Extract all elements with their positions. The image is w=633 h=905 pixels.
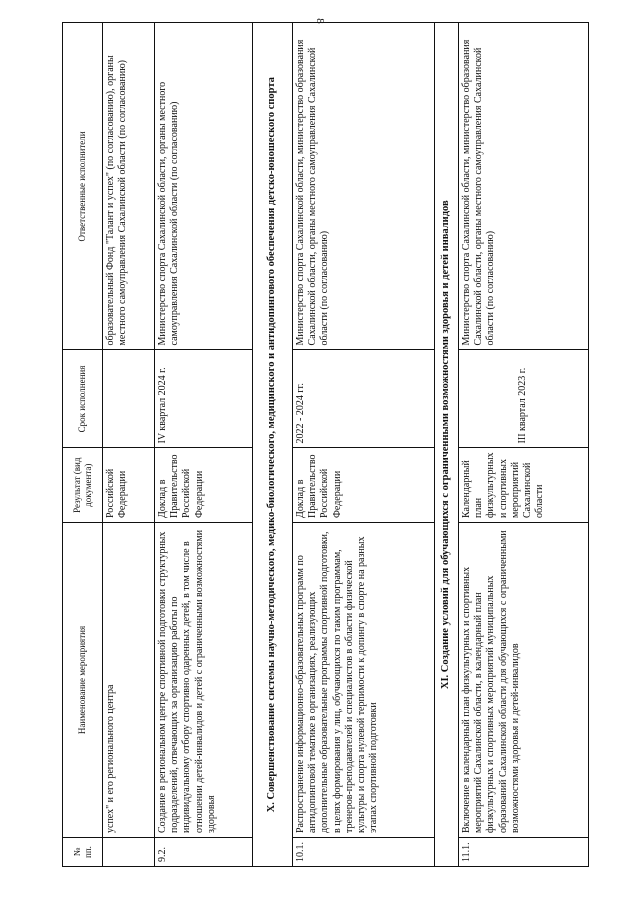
section-row [253, 23, 293, 867]
cell-term: IV квартал 2024 г. [155, 350, 253, 448]
cell-responsible: Министерство спорта Сахалинской области, министерство образования Сахалинской области, органы местного самоуправления Сахалинской области (по согласованию) [459, 23, 589, 350]
table-row [155, 23, 253, 867]
cell-result: Российской Федерации [103, 448, 155, 523]
cell-no: 9.2. [155, 838, 253, 867]
cell-no: 10.1. [293, 838, 435, 867]
cell-term: 2022 - 2024 гг. [293, 350, 435, 448]
cell-term: III квартал 2023 г. [459, 350, 589, 448]
cell-result: Доклад в Правительство Российской Федерации [155, 448, 253, 523]
header-no: № пп. [63, 838, 103, 867]
cell-name: Включение в календарный план физкультурных и спортивных мероприятий Сахалинской области, в календарный план физкультурных и спортивных мероприятий муниципальных образований Сахалинской области для обучающихся с ограниченными возможностями здоровья и детей-инвалидов [459, 523, 589, 838]
cell-responsible: Министерство спорта Сахалинской области, министерство образования Сахалинской области, органы местного самоуправления Сахалинской области (по согласованию) [293, 23, 435, 350]
section-row [435, 23, 459, 867]
cell-result: Календарный план физкультурных и спортивных мероприятий Сахалинской области [459, 448, 589, 523]
header-responsible: Ответственные исполнители [63, 23, 103, 350]
table-row [293, 23, 435, 867]
header-result: Результат (вид документа) [63, 448, 103, 523]
plan-table [62, 22, 589, 867]
cell-term [103, 350, 155, 448]
cell-result: Доклад в Правительство Российской Федерации [293, 448, 435, 523]
cell-name: Распространение информационно-образовательных программ по антидопинговой тематике в организациях, реализующих дополнительные образовательные программы спортивной подготовки, в целях формирования у лиц, обучающихся по таким программам, тренеров-преподавателей и специалистов в области физической культуры и спорта нулевой терпимости к допингу в спорте на разных этапах спортивной подготовки [293, 523, 435, 838]
header-term: Срок исполнения [63, 350, 103, 448]
section-title-11: XI. Создание условий для обучающихся с ограниченными возможностями здоровья и детей инвалидов [435, 23, 459, 867]
section-title-10: X. Совершенствование системы научно-методического, медико-биологического, медицинского и антидопингового обеспечения детско-юношеского спорта [253, 23, 293, 867]
cell-name: Создание в региональном центре спортивной подготовки структурных подразделений, отвечающих за организацию работы по индивидуальному отбору спортивно одаренных детей, в том числе в отношении детей-инвалидов и детей с ограниченными возможностями здоровья [155, 523, 253, 838]
table-row [459, 23, 589, 867]
page-number: 8 [313, 18, 326, 24]
cell-responsible: образовательный Фонд "Талант и успех" (по согласованию), органы местного самоуправления Сахалинской области (по согласованию) [103, 23, 155, 350]
table-row [103, 23, 155, 867]
cell-responsible: Министерство спорта Сахалинской области, органы местного самоуправления Сахалинской области (по согласованию) [155, 23, 253, 350]
cell-no [103, 838, 155, 867]
cell-no: 11.1. [459, 838, 589, 867]
header-name: Наименование мероприятия [63, 523, 103, 838]
cell-name: успех" и его регионального центра [103, 523, 155, 838]
header-row [63, 23, 103, 867]
